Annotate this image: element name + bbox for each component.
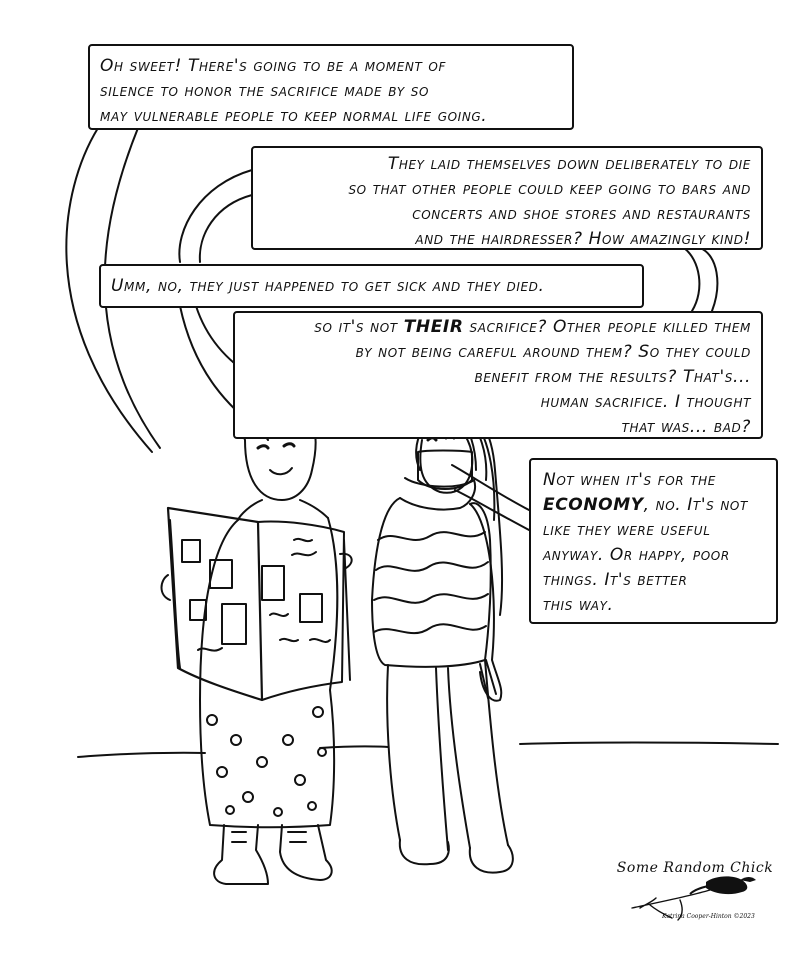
bubble-text: so it's not [314,317,404,337]
ground-line-mid [320,746,388,748]
bubble-line: that was... bad? [621,417,751,437]
bubble-line [245,315,751,340]
speech-bubble-woman-3 [529,458,778,624]
speech-bubble-woman-1 [88,44,574,130]
ground-line-left [78,753,205,757]
speech-bubble-man-1 [251,146,763,250]
bubble-line: anyway. Or happy, poor [543,545,730,565]
bubble-line [543,493,764,518]
bubble-line: like they were useful [543,520,711,540]
ground-line-right [520,743,778,745]
bubble-line: Not when it's for the [543,470,716,490]
bubble-line: this way. [543,595,614,615]
bubble-line: by not being careful around them? So they could [355,342,751,362]
emphasis-text: THEIR [403,317,464,337]
bubble-text: sacrifice? Other people killed them [463,317,751,337]
speech-bubble-woman-2 [99,264,644,308]
bubble-line: so that other people could keep going to bars and [348,179,751,199]
signature-credit: Katrina Cooper-Hinton ©2023 [662,913,755,920]
man-figure [372,408,513,873]
bubble-text: , no. It's not [643,495,748,515]
bubble-line: concerts and shoe stores and restaurants [412,204,751,224]
bubble-line: They laid themselves down deliberately to die [387,154,751,174]
speech-bubble-man-2 [233,311,763,439]
bubble-line: silence to honor the sacrifice made by so [100,81,430,101]
artist-signature [610,858,780,928]
bubble-line: things. It's better [543,570,688,590]
signature-title: Some Random Chick [616,860,774,876]
bubble-line: and the hairdresser? How amazingly kind! [415,229,751,249]
bubble-line: Umm, no, they just happened to get sick and they died. [111,276,545,296]
bubble-line: benefit from the results? That's... [474,367,751,387]
bubble-line: human sacrifice. I thought [540,392,751,412]
bubble-line: may vulnerable people to keep normal life going. [100,106,488,126]
bubble-line: Oh sweet! There's going to be a moment of [100,56,446,76]
woman-figure [162,400,352,884]
emphasis-text: ECONOMY [543,495,644,515]
